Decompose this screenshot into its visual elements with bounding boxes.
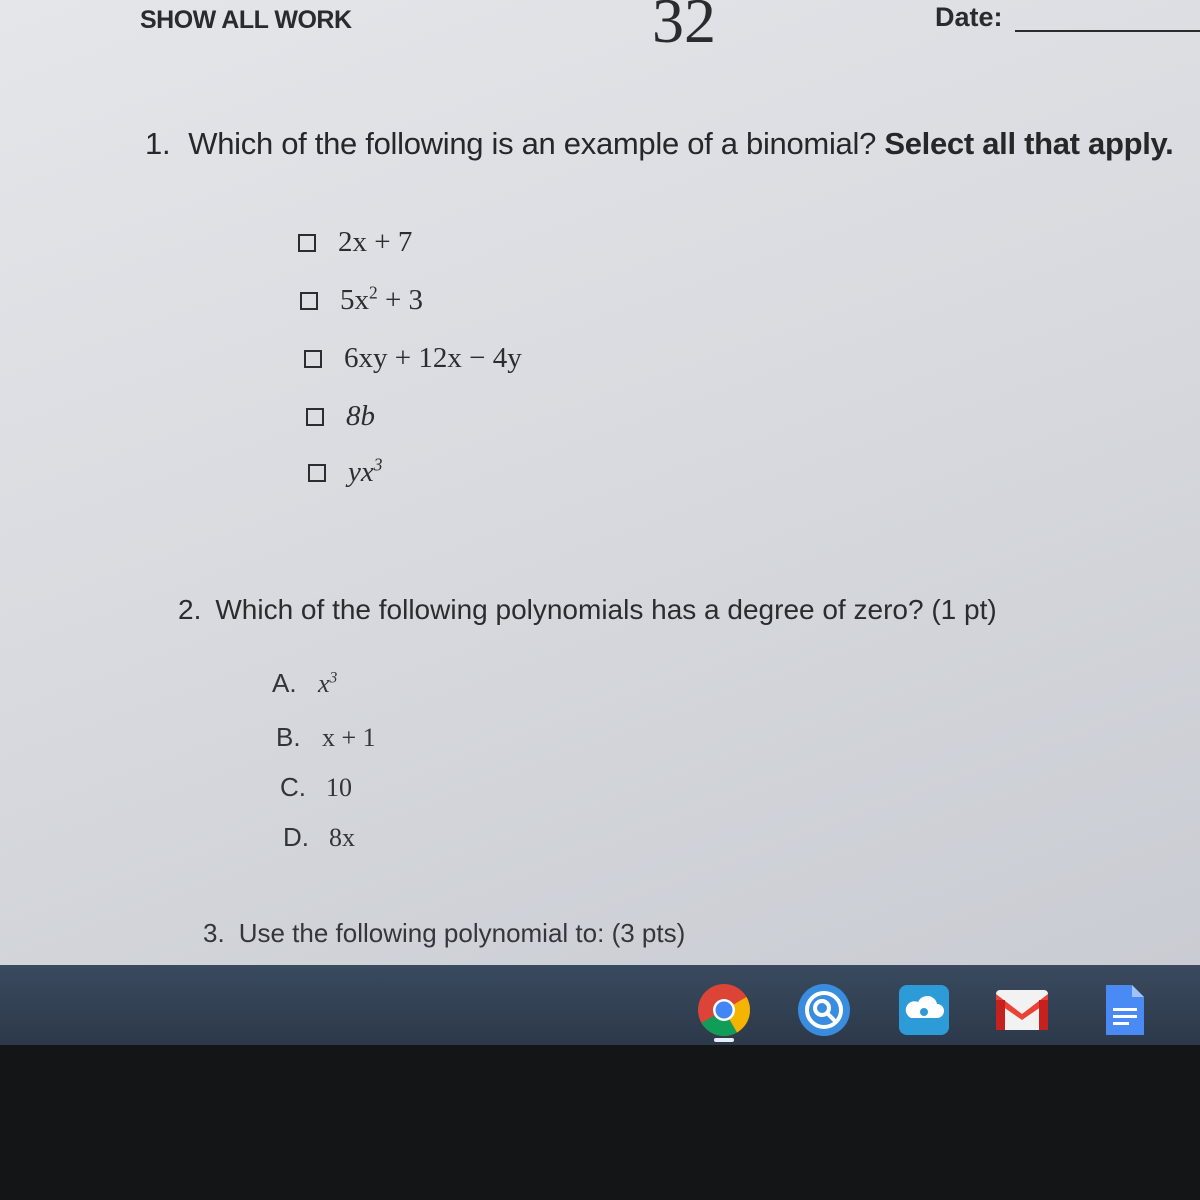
- q2-answer-b[interactable]: [276, 722, 376, 753]
- q1-option-3-text: 6xy + 12x − 4y: [344, 342, 522, 374]
- checkbox[interactable]: [298, 234, 316, 252]
- answer-value: 8x: [329, 823, 355, 852]
- show-all-work-label: SHOW ALL WORK: [140, 6, 352, 34]
- q1-option-4[interactable]: [306, 400, 375, 433]
- gmail-icon[interactable]: [994, 982, 1050, 1038]
- answer-label: C.: [280, 772, 306, 802]
- q2-answer-c[interactable]: [280, 772, 352, 803]
- checkbox[interactable]: [306, 408, 324, 426]
- cloud-drive-icon[interactable]: [896, 982, 952, 1038]
- laptop-bezel: [0, 1045, 1200, 1200]
- question-3-text: Use the following polynomial to:: [238, 918, 605, 948]
- question-1-text: Which of the following is an example of a binomial?: [188, 126, 877, 161]
- question-2: [178, 594, 997, 626]
- checkbox[interactable]: [304, 350, 322, 368]
- question-3-number: 3.: [203, 918, 225, 948]
- answer-label: B.: [276, 722, 301, 752]
- q2-answer-d[interactable]: [283, 822, 355, 853]
- q1-option-2[interactable]: [300, 284, 423, 317]
- answer-label: A.: [272, 668, 297, 698]
- q1-option-4-text: 8b: [346, 400, 375, 432]
- date-blank-line: [1015, 30, 1200, 32]
- answer-label: D.: [283, 822, 309, 852]
- answer-value: x + 1: [322, 723, 376, 752]
- question-1: [145, 126, 1174, 162]
- answer-value: 10: [326, 773, 352, 802]
- q1-option-1-text: 2x + 7: [338, 226, 413, 258]
- question-2-text: Which of the following polynomials has a degree of zero?: [215, 594, 924, 625]
- question-1-instruction: Select all that apply.: [884, 126, 1174, 161]
- question-3: [203, 918, 685, 949]
- docs-icon[interactable]: [1096, 982, 1152, 1038]
- question-2-number: 2.: [178, 594, 202, 625]
- q1-option-1[interactable]: [298, 226, 412, 259]
- q2-answer-a[interactable]: [272, 668, 337, 699]
- active-app-indicator: [714, 1038, 734, 1042]
- question-1-number: 1.: [145, 126, 171, 161]
- q1-option-5-text: $yx^3$: [348, 454, 383, 488]
- chrome-icon[interactable]: [696, 982, 752, 1038]
- answer-value: $x^3$: [318, 669, 338, 698]
- q1-option-2-text: $5x^2 + 3$: [340, 282, 424, 316]
- q1-option-5[interactable]: [308, 456, 382, 489]
- page-number: 32: [652, 0, 716, 56]
- question-2-points: (1 pt): [931, 594, 997, 625]
- q1-option-3[interactable]: [304, 342, 522, 375]
- date-label: Date:: [935, 2, 1003, 32]
- screencastify-icon[interactable]: [796, 982, 852, 1038]
- checkbox[interactable]: [308, 464, 326, 482]
- question-3-points: (3 pts): [611, 918, 686, 948]
- checkbox[interactable]: [300, 292, 318, 310]
